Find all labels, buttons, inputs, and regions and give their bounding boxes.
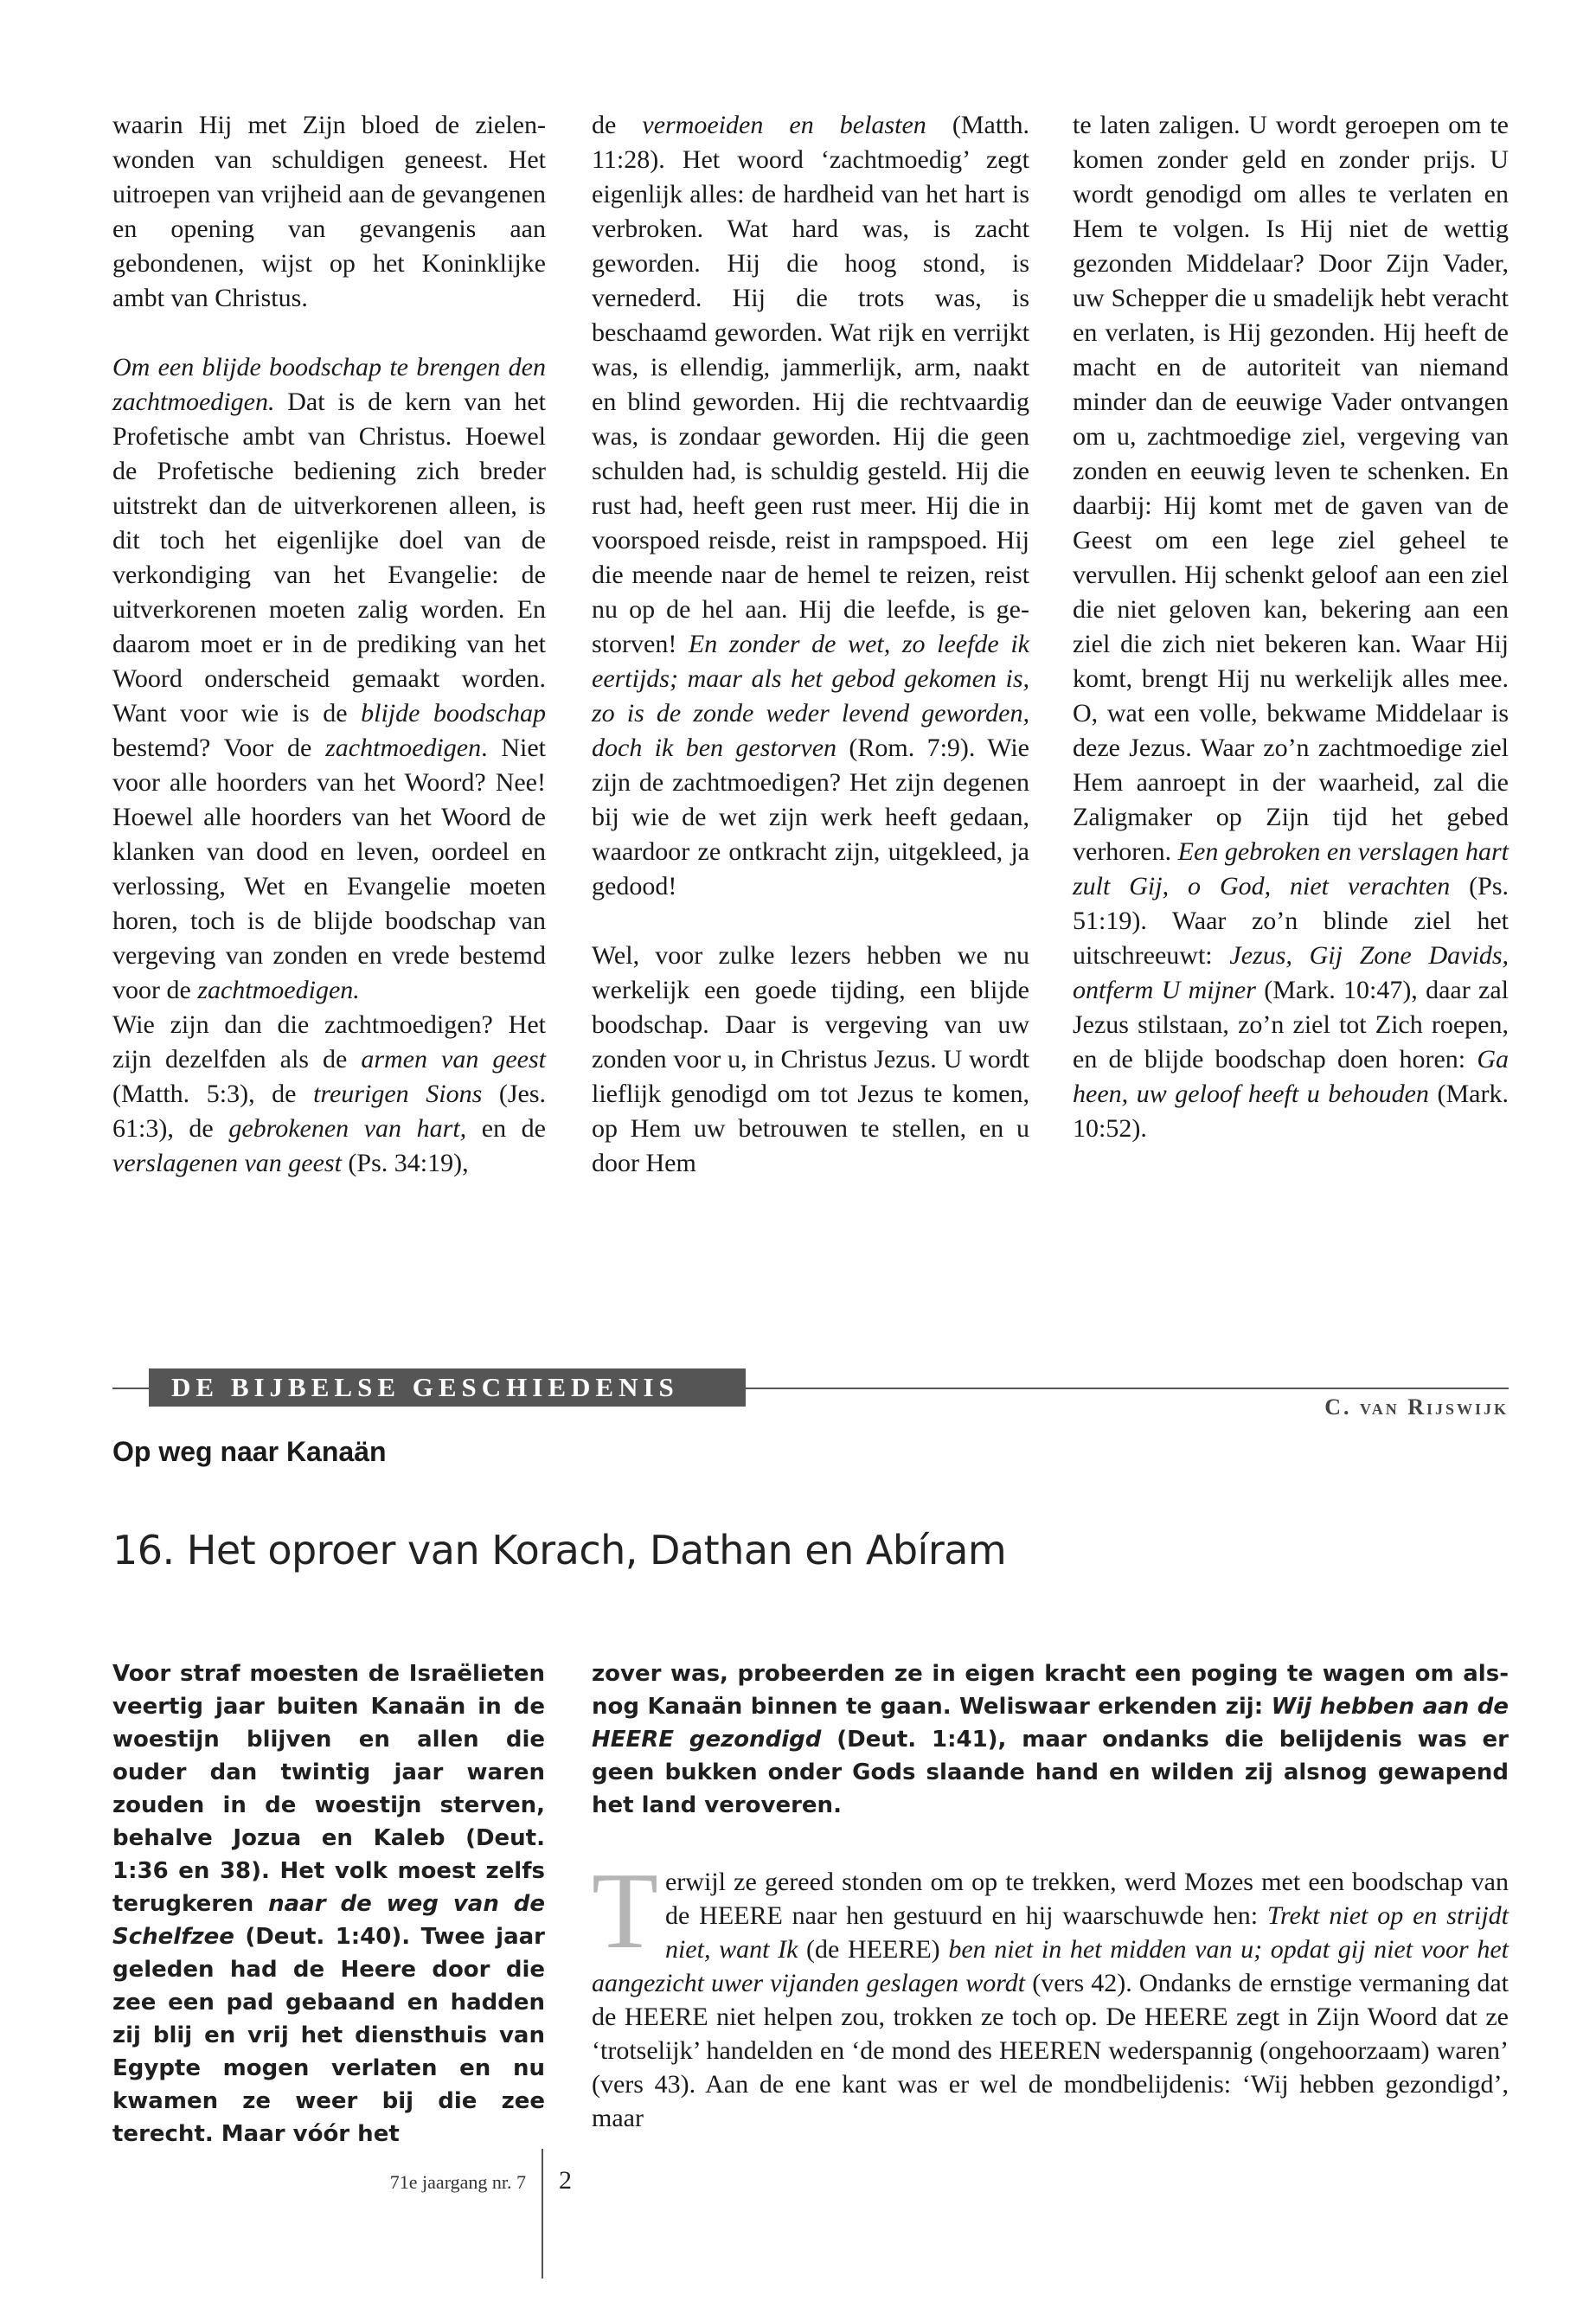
text-run: Dat is de kern van het Profetische ambt van Christus. Hoewel de Profetische bediening zich breder uitstrekt dan de uitverkorenen alleen, is dit toch het eigenlijke doel van de verkondiging van het Evangelie: de uitverkorenen moeten zalig worden. En daarom moet er in de prediking van het Woord onderscheid gemaakt worden. Want voor wie is de [112, 388, 546, 727]
text-run: (Ps. 51:19). Waar zo’n blinde ziel het uitschreeuwt: [1073, 872, 1509, 970]
emphasis: Om een blijde boodschap te brengen den zachtmoedigen. [112, 353, 546, 416]
text-run: (vers 42). Ondanks de ernstige vermaning dat de HEERE niet helpen zou, trokken ze toch op. De HEERE zegt in Zijn Woord dat ze ‘trotselijk’ handelden en ‘de mond des HEEREN wederspannig (ongehoorzaam) waren’ (vers 43). Aan de ene kant was er wel de mondbelijdenis: ‘Wij hebben gezondigd’, maar [592, 1969, 1509, 2132]
emphasis: armen van geest [361, 1045, 546, 1074]
text-run: (Deut. 1:40). Twee jaar geleden had de Heere door die zee een pad gebaand en hadden zij blij en vrij het diensthuis van Egypte mogen verlaten en nu kwamen ze weer bij die zee terecht. Maar vóór het [112, 1924, 545, 2147]
intro-left [112, 1657, 545, 2150]
text-run: (Mark. 10:52). [1073, 1080, 1509, 1143]
emphasis: Een gebroken en verslagen hart zult Gij, o God, niet verachten [1073, 837, 1509, 901]
issue-info: 71e jaargang nr. 7 [389, 2171, 526, 2193]
article-title: 16. Het oproer van Korach, Dathan en Abíram [112, 1527, 1007, 1574]
text-run: Wie zijn dan die zachtmoedigen? Het zijn dezelfden als de [112, 1010, 546, 1074]
text-run: bestemd? Voor de [112, 734, 326, 762]
article-body [592, 1851, 1509, 2135]
emphasis: naar de weg van de Schelfzee [112, 1891, 545, 1950]
author-name: C. van Rijswijk [1324, 1394, 1509, 1420]
emphasis: Ga heen, uw geloof heeft u behouden [1073, 1045, 1509, 1108]
emphasis: Wij hebben aan de HEERE gezondigd [592, 1694, 1509, 1753]
emphasis: En zonder de wet, zo leefde ik eertijds; maar als het gebod gekomen is, zo is de zonde weder levend geworden, doch ik ben gestorven [592, 630, 1029, 762]
emphasis: blijde boodschap [361, 699, 547, 727]
col2-paragraph-1 [592, 108, 1029, 904]
column-3 [1073, 108, 1509, 1146]
emphasis: verslagenen van geest [112, 1149, 342, 1177]
text-run: Voor straf moesten de Israëlieten veertig jaar buiten Kanaän in de woestijn blijven en allen die ouder dan twintig jaar waren zouden in de woestijn sterven, behalve Jozua en Kaleb (Deut. 1:36 en 38). Het volk moest zelfs terugkeren [112, 1661, 545, 1917]
col1-paragraph-2 [112, 350, 546, 1008]
emphasis: gebrokenen van hart, [228, 1114, 467, 1143]
page-number: 2 [559, 2166, 572, 2195]
emphasis: ben niet in het midden van u; opdat gij niet voor het aangezicht uwer vijanden geslagen wordt [592, 1935, 1509, 1997]
text-run: erwijl ze gereed stonden om op te trekken, werd Mozes met een boodschap van de HEERE naar hen gestuurd en hij waarschuwde hen: [664, 1868, 1509, 1930]
intro-left-paragraph [112, 1657, 545, 2150]
text-run: . Niet voor alle hoorders van het Woord? Nee! Hoewel alle hoorders van het Woord de klanken van dood en leven, oordeel en verlossing, Wet en Evangelie moeten horen, toch is de blijde boodschap van vergeving van zonden en vrede bestemd voor de [112, 734, 546, 1004]
col1-paragraph-1: waarin Hij met Zijn bloed de zielenwonden van schuldigen geneest. Het uitroepen van vrijheid aan de gevangenen en opening van gevangenis aan gebondenen, wijst op het Koninklijke ambt van Christus. [112, 111, 546, 312]
intro-right-paragraph [592, 1657, 1509, 1822]
text-run: de [592, 111, 643, 139]
footer-divider [542, 2149, 543, 2279]
col1-paragraph-3 [112, 1008, 546, 1181]
emphasis: treurigen Sions [313, 1080, 483, 1108]
column-2 [592, 108, 1029, 1181]
drop-cap: T [592, 1851, 658, 1971]
text-run: (Matth. 5:3), de [112, 1080, 314, 1108]
text-run: (Mark. 10:47), daar zal Jezus stilstaan, zo’n ziel tot Zich roepen, en de blijde boodschap doen horen: [1073, 976, 1509, 1074]
text-run: (Jes. 61:3), de [112, 1080, 547, 1143]
emphasis: Trekt niet op en strijdt niet, want Ik [664, 1901, 1509, 1964]
col3-paragraph-1 [1073, 108, 1509, 1146]
column-1 [112, 108, 546, 1181]
text-run: (Rom. 7:9). Wie zijn de zachtmoedigen? Het zijn degenen bij wie de wet zijn werk heeft gedaan, waardoor ze ontkracht zijn, uitgekleed, ja gedood! [592, 734, 1029, 901]
emphasis: zachtmoedigen [325, 734, 482, 762]
text-run: zover was, probeerden ze in eigen kracht een poging te wagen om alsnog Kanaän binnen te gaan. Weliswaar erkenden zij: [592, 1661, 1509, 1720]
text-run: (de HEERE) [798, 1935, 949, 1964]
col2-paragraph-2: Wel, voor zulke lezers hebben we nu werkelijk een goede tijding, een blijde boodschap. Daar is vergeving van uw zonden voor u, in Christus Jezus. U wordt lieflijk genodigd om tot Jezus te komen, op Hem uw betrouwen te stellen, en u door Hem [592, 941, 1029, 1177]
section-subtitle: Op weg naar Kanaän [112, 1436, 387, 1467]
intro-right [592, 1657, 1509, 1822]
text-run: (Deut. 1:41), maar ondanks die belijdenis was er geen bukken onder Gods slaande hand en wilden zij alsnog gewapend het land veroveren. [592, 1727, 1509, 1818]
text-run: (Ps. 34:19), [341, 1149, 469, 1177]
section-label: DE BIJBELSE GESCHIEDENIS [149, 1368, 746, 1407]
body-paragraph [592, 1851, 1509, 2135]
text-run: en de [466, 1114, 546, 1143]
emphasis: Jezus, Gij Zone Davids, ontferm U mijner [1073, 941, 1509, 1004]
text-run: te laten zaligen. U wordt geroepen om te komen zonder geld en zonder prijs. U wordt genodigd om alles te verlaten en Hem te volgen. Is Hij niet de wettig gezonden Middelaar? Door Zijn Vader, uw Schepper die u smadelijk hebt veracht en verlaten, is Hij gezonden. Hij heeft de macht en de autoriteit van niemand minder dan de eeuwige Vader ontvangen om u, zachtmoedige ziel, vergeving van zonden en eeuwig leven te schenken. En daarbij: Hij komt met de gaven van de Geest om een lege ziel geheel te vervullen. Hij schenkt geloof aan een ziel die niet geloven kan, bekering aan een ziel die zich niet bekeren kan. Waar Hij komt, brengt Hij nu werkelijk alles mee. O, wat een volle, bekwame Middelaar is deze Jezus. Waar zo’n zachtmoedige ziel Hem aanroept in der waarheid, zal die Zaligmaker op Zijn tijd het gebed verhoren. [1073, 111, 1509, 866]
emphasis: vermoeiden en belasten [642, 111, 926, 139]
emphasis: zachtmoedigen. [197, 976, 360, 1004]
text-run: (Matth. 11:28). Het woord ‘zachtmoedig’ zegt eigenlijk alles: de hardheid van het hart is verbroken. Wat hard was, is zacht geworden. Hij die hoog stond, is vernederd. Hij die trots was, is beschaamd geworden. Wat rijk en verrijkt was, is ellendig, jammerlijk, arm, naakt en blind geworden. Hij die rechtvaardig was, is zondaar geworden. Hij die geen schulden had, is schuldig gesteld. Hij die rust had, heeft geen rust meer. Hij die in voorspoed reisde, reist in rampspoed. Hij die meende naar de hemel te reizen, reist nu op de hel aan. Hij die leefde, is gestorven! [592, 111, 1029, 658]
